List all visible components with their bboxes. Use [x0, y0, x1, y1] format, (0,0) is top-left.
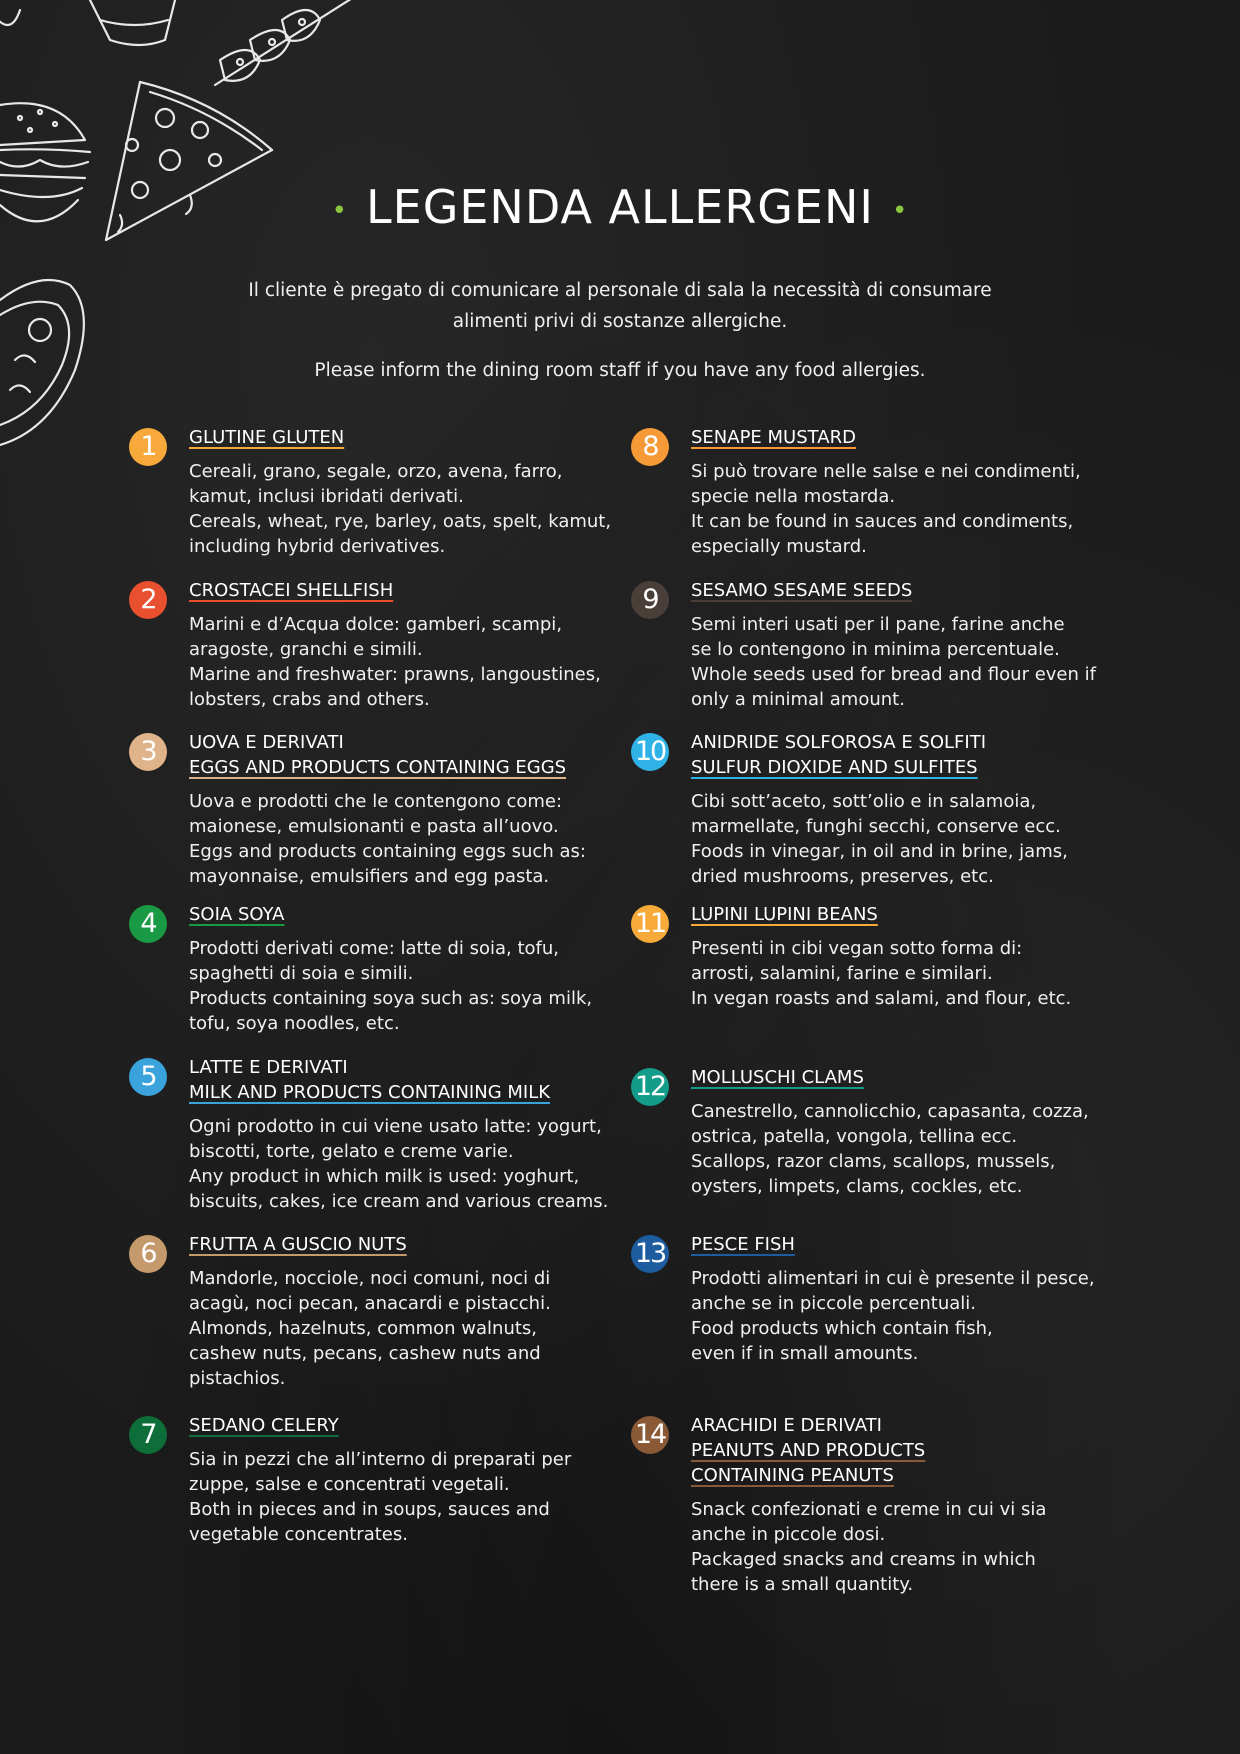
allergen-description-line: specie nella mostarda.: [691, 486, 896, 507]
allergen-description-line: Presenti in cibi vegan sotto forma di:: [691, 938, 1023, 959]
allergen-heading-underlined: CROSTACEI SHELLFISH: [189, 580, 394, 601]
allergen-description-line: Si può trovare nelle salse e nei condimenti,: [691, 461, 1081, 482]
allergen-description-line: ostrica, patella, vongola, tellina ecc.: [691, 1126, 1018, 1147]
allergen-item: [140, 1055, 659, 1214]
allergen-description-line: Almonds, hazelnuts, common walnuts,: [189, 1318, 538, 1339]
allergen-description-line: Packaged snacks and creams in which: [691, 1549, 1036, 1570]
allergen-heading-underlined: SEDANO CELERY: [189, 1415, 339, 1436]
allergen-number-badge: 12: [631, 1068, 669, 1106]
allergen-item: [634, 1232, 1161, 1366]
allergen-description: [189, 936, 659, 1036]
allergen-item: [642, 578, 1161, 712]
allergen-description: [691, 789, 1161, 889]
allergen-description: [189, 1266, 659, 1391]
allergen-heading: [189, 730, 659, 780]
allergen-description: [189, 459, 659, 559]
allergen-heading: [189, 1413, 659, 1438]
allergen-number-badge: 7: [129, 1416, 167, 1454]
allergen-description-line: there is a small quantity.: [691, 1574, 914, 1595]
allergen-description-line: spaghetti di soia e simili.: [189, 963, 414, 984]
allergen-item: [140, 902, 659, 1036]
allergen-description: [189, 1447, 659, 1547]
allergen-description-line: Food products which contain fish,: [691, 1318, 993, 1339]
allergen-heading-underlined: SULFUR DIOXIDE AND SULFITES: [691, 757, 978, 778]
allergen-description-line: only a minimal amount.: [691, 689, 905, 710]
allergen-heading-underlined: PEANUTS AND PRODUCTS: [691, 1440, 926, 1461]
allergen-item: [634, 902, 1161, 1011]
allergen-description-line: Snack confezionati e creme in cui vi sia: [691, 1499, 1047, 1520]
allergen-description-line: Any product in which milk is used: yoghurt,: [189, 1166, 580, 1187]
allergen-heading-underlined: SESAMO SESAME SEEDS: [691, 580, 913, 601]
allergen-description-line: Eggs and products containing eggs such as:: [189, 841, 586, 862]
allergen-description-line: biscotti, torte, gelato e creme varie.: [189, 1141, 514, 1162]
allergen-heading-italian: ARACHIDI E DERIVATI: [691, 1415, 882, 1436]
allergen-number-badge: 4: [129, 905, 167, 943]
allergen-description: [189, 789, 659, 889]
allergen-description: [691, 1099, 1161, 1199]
allergen-description-line: tofu, soya noodles, etc.: [189, 1013, 400, 1034]
allergen-description-line: maionese, emulsionanti e pasta all’uovo.: [189, 816, 559, 837]
allergen-heading: [691, 1413, 1161, 1488]
allergen-heading-underlined: MILK AND PRODUCTS CONTAINING MILK: [189, 1082, 551, 1103]
allergen-heading-underlined: MOLLUSCHI CLAMS: [691, 1067, 864, 1088]
allergen-number-badge: 1: [129, 428, 167, 466]
allergen-description-line: se lo contengono in minima percentuale.: [691, 639, 1060, 660]
allergen-heading-underlined: LUPINI LUPINI BEANS: [691, 904, 878, 925]
allergen-item: [140, 730, 659, 889]
allergen-description-line: even if in small amounts.: [691, 1343, 919, 1364]
allergen-description-line: It can be found in sauces and condiments,: [691, 511, 1074, 532]
allergen-description-line: dried mushrooms, preserves, etc.: [691, 866, 994, 887]
allergen-heading-underlined: SENAPE MUSTARD: [691, 427, 856, 448]
allergen-description-line: Canestrello, cannolicchio, capasanta, cozza,: [691, 1101, 1089, 1122]
allergen-description-line: acagù, noci pecan, anacardi e pistacchi.: [189, 1293, 551, 1314]
allergen-description-line: cashew nuts, pecans, cashew nuts and: [189, 1343, 541, 1364]
allergen-number-badge: 13: [631, 1235, 669, 1273]
allergen-heading-italian: ANIDRIDE SOLFOROSA E SOLFITI: [691, 732, 987, 753]
allergen-number-badge: 3: [129, 733, 167, 771]
allergen-description-line: especially mustard.: [691, 536, 867, 557]
allergen-description-line: Marini e d’Acqua dolce: gamberi, scampi,: [189, 614, 563, 635]
allergen-number-badge: 11: [631, 905, 669, 943]
allergen-description-line: anche se in piccole percentuali.: [691, 1293, 976, 1314]
allergen-description-line: Foods in vinegar, in oil and in brine, jams,: [691, 841, 1068, 862]
allergen-description-line: mayonnaise, emulsifiers and egg pasta.: [189, 866, 550, 887]
allergen-heading-underlined: CONTAINING PEANUTS: [691, 1465, 894, 1486]
allergen-description-line: Prodotti alimentari in cui è presente il pesce,: [691, 1268, 1095, 1289]
allergen-heading-underlined: PESCE FISH: [691, 1234, 795, 1255]
allergen-heading-underlined: EGGS AND PRODUCTS CONTAINING EGGS: [189, 757, 567, 778]
allergen-description-line: Sia in pezzi che all’interno di preparati per: [189, 1449, 572, 1470]
allergen-description-line: vegetable concentrates.: [189, 1524, 408, 1545]
sushi-roll-icon: [0, 0, 175, 45]
allergen-description-line: Ogni prodotto in cui viene usato latte: yogurt,: [189, 1116, 602, 1137]
allergen-description-line: Both in pieces and in soups, sauces and: [189, 1499, 550, 1520]
allergen-item: [140, 1413, 659, 1547]
allergen-description-line: kamut, inclusi ibridati derivati.: [189, 486, 464, 507]
allergen-heading: [691, 1065, 1161, 1090]
allergen-description-line: biscuits, cakes, ice cream and various creams.: [189, 1191, 609, 1212]
allergen-heading: [189, 425, 659, 450]
title-dot-right: •: [891, 195, 909, 226]
allergen-description-line: Uova e prodotti che le contengono come:: [189, 791, 563, 812]
allergen-heading-underlined: SOIA SOYA: [189, 904, 285, 925]
allergen-description-line: Products containing soya such as: soya milk,: [189, 988, 593, 1009]
allergen-description-line: arrosti, salamini, farine e similari.: [691, 963, 993, 984]
allergen-heading: [691, 425, 1161, 450]
allergen-description-line: anche in piccole dosi.: [691, 1524, 886, 1545]
page-title: [0, 180, 1240, 234]
allergen-description: [691, 1497, 1161, 1597]
allergen-description-line: oysters, limpets, clams, cockles, etc.: [691, 1176, 1023, 1197]
allergen-heading-italian: LATTE E DERIVATI: [189, 1057, 348, 1078]
allergen-heading: [691, 1232, 1161, 1257]
allergen-item: [634, 1413, 1161, 1597]
allergen-item: [634, 1065, 1161, 1199]
allergen-description-line: Cibi sott’aceto, sott’olio e in salamoia,: [691, 791, 1037, 812]
allergen-description-line: Whole seeds used for bread and flour even if: [691, 664, 1096, 685]
intro-english: Please inform the dining room staff if you have any food allergies.: [314, 360, 926, 381]
allergen-description-line: Prodotti derivati come: latte di soia, tofu,: [189, 938, 559, 959]
allergen-number-badge: 2: [129, 581, 167, 619]
allergen-heading: [189, 1232, 659, 1257]
allergen-description-line: including hybrid derivatives.: [189, 536, 446, 557]
allergen-description-line: In vegan roasts and salami, and flour, etc.: [691, 988, 1072, 1009]
allergen-heading-underlined: FRUTTA A GUSCIO NUTS: [189, 1234, 407, 1255]
allergen-heading-italian: UOVA E DERIVATI: [189, 732, 344, 753]
intro-italian: [0, 275, 1240, 337]
page-title-text: LEGENDA ALLERGENI: [366, 180, 874, 234]
intro-italian-line-1: Il cliente è pregato di comunicare al personale di sala la necessità di consumare: [248, 280, 992, 301]
allergen-number-badge: 10: [631, 733, 669, 771]
allergen-description: [691, 1266, 1161, 1366]
allergen-item: [634, 730, 1161, 889]
allergen-number-badge: 14: [631, 1416, 669, 1454]
allergen-heading: [189, 578, 659, 603]
allergen-number-badge: 6: [129, 1235, 167, 1273]
title-dot-left: •: [331, 195, 349, 226]
allergen-description: [691, 459, 1161, 559]
allergen-number-badge: 5: [129, 1058, 167, 1096]
allergen-description-line: aragoste, granchi e simili.: [189, 639, 423, 660]
allergen-item: [140, 578, 659, 712]
allergen-description-line: Semi interi usati per il pane, farine anche: [691, 614, 1065, 635]
allergen-description-line: Marine and freshwater: prawns, langoustines,: [189, 664, 601, 685]
allergen-heading: [189, 1055, 659, 1105]
intro-italian-line-2: alimenti privi di sostanze allergiche.: [452, 311, 788, 332]
allergen-description-line: Scallops, razor clams, scallops, mussels,: [691, 1151, 1056, 1172]
allergen-item: [140, 425, 659, 559]
allergen-description-line: Cereali, grano, segale, orzo, avena, farro,: [189, 461, 563, 482]
allergen-description-line: Cereals, wheat, rye, barley, oats, spelt, kamut,: [189, 511, 612, 532]
allergen-heading: [691, 730, 1161, 780]
allergen-description-line: lobsters, crabs and others.: [189, 689, 430, 710]
allergen-heading: [691, 578, 1161, 603]
allergen-description-line: marmellate, funghi secchi, conserve ecc.: [691, 816, 1061, 837]
allergen-description: [189, 612, 659, 712]
allergen-description-line: pistachios.: [189, 1368, 286, 1389]
allergen-item: [642, 425, 1161, 559]
allergen-description: [691, 612, 1161, 712]
allergen-description: [189, 1114, 659, 1214]
allergen-heading-underlined: GLUTINE GLUTEN: [189, 427, 345, 448]
allergen-heading: [189, 902, 659, 927]
allergen-item: [140, 1232, 659, 1391]
allergen-number-badge: 9: [631, 581, 669, 619]
allergen-description: [691, 936, 1161, 1011]
allergen-heading: [691, 902, 1161, 927]
allergen-number-badge: 8: [631, 428, 669, 466]
skewer-icon: [215, 0, 365, 85]
allergen-description-line: zuppe, salse e concentrati vegetali.: [189, 1474, 510, 1495]
allergen-description-line: Mandorle, nocciole, noci comuni, noci di: [189, 1268, 551, 1289]
